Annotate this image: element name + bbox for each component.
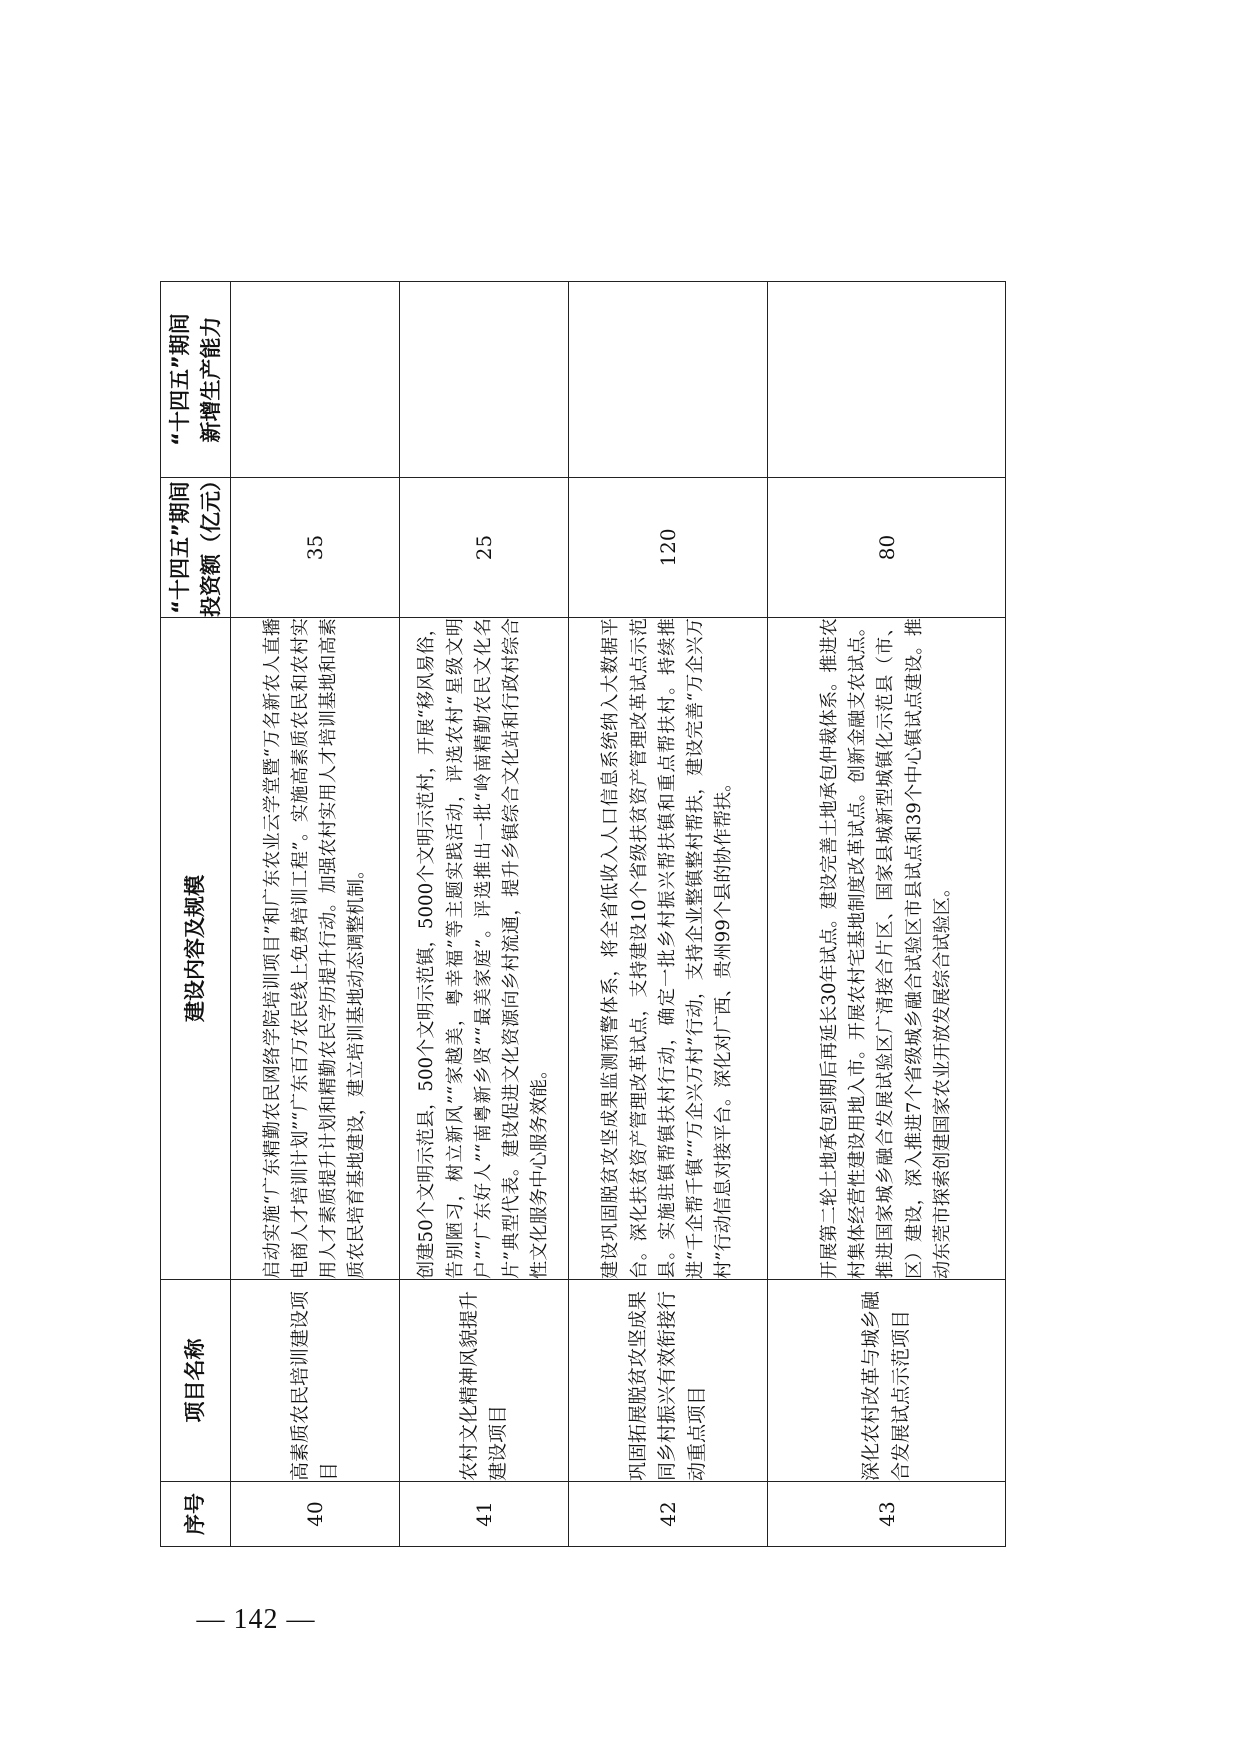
header-investment: [161, 470, 231, 618]
row-investment: 35: [231, 478, 400, 618]
row-name: 深化农村改革与城乡融合发展试点示范项目: [768, 1280, 1006, 1482]
table-row: [768, 282, 1006, 1547]
row-investment: 120: [569, 478, 768, 618]
page-number: — 142 —: [196, 1604, 316, 1635]
project-table-rotated: [160, 282, 1005, 1547]
row-seq: 42: [569, 1482, 768, 1547]
row-content: 启动实施“广东精勤农民网络学院培训项目”和广东农业云学堂暨“万名新农人直播电商人才培训计划”“广东百万农民线上免费培训工程”。实施高素质农民和农村实用人才素质提升计划和精勤农民学历提升行动。加强农村实用人才培训基地和高素质农民培育基地建设，建立培训基地动态调整机制。: [231, 618, 400, 1280]
row-investment: 25: [400, 478, 569, 618]
header-capacity-line1: “十四五”期间: [168, 313, 193, 446]
row-content: 创建50个文明示范县，500个文明示范镇，5000个文明示范村，开展“移风易俗，告别陋习，树立新风”“家越美，粤幸福”等主题实践活动，评选农村“星级文明户”“广东好人”“南粤新乡贤”“最美家庭”。评选推出一批“岭南精勤农民文化名片”典型代表。建设促进文化资源向乡村流通，提升乡镇综合文化站和行政村综合性文化服务中心服务效能。: [400, 618, 569, 1280]
row-investment: 80: [768, 478, 1006, 618]
header-investment-line2: 投资额（亿元）: [198, 470, 223, 617]
header-name: 项目名称: [161, 1280, 231, 1482]
header-capacity-line2: 新增生产能力: [198, 316, 223, 443]
header-investment-line1: “十四五”期间: [168, 481, 193, 614]
row-capacity: [400, 282, 569, 478]
table-row: [569, 282, 768, 1547]
header-seq: 序号: [161, 1482, 231, 1547]
row-seq: 41: [400, 1482, 569, 1547]
table-header-row: [161, 282, 231, 1547]
table-row: [400, 282, 569, 1547]
row-name: 高素质农民培训建设项目: [231, 1280, 400, 1482]
project-table: [160, 281, 1006, 1547]
row-capacity: [231, 282, 400, 478]
header-capacity: [161, 282, 231, 478]
row-name: 巩固拓展脱贫攻坚成果同乡村振兴有效衔接行动重点项目: [569, 1280, 768, 1482]
row-capacity: [768, 282, 1006, 478]
row-seq: 40: [231, 1482, 400, 1547]
row-seq: 43: [768, 1482, 1006, 1547]
row-content: 开展第二轮土地承包到期后再延长30年试点。建设完善土地承包仲裁体系。推进农村集体经营性建设用地入市。开展农村宅基地制度改革试点。创新金融支农试点。推进国家城乡融合发展试验区广清接合片区、国家县城新型城镇化示范县（市、区）建设，深入推进7个省级城乡融合试验区市县试点和39个中心镇试点建设。推动东莞市探索创建国家农业开放发展综合试验区。: [768, 618, 1006, 1280]
row-content: 建设巩固脱贫攻坚成果监测预警体系，将全省低收入人口信息系统纳入大数据平台。深化扶贫资产管理改革试点，支持建设10个省级扶贫资产管理改革试点示范县。实施驻镇帮镇扶村行动，确定一批乡村振兴帮扶镇和重点帮扶村。持续推进“千企帮千镇”“万企兴万村”行动，支持企业整镇整村帮扶，建设完善“万企兴万村”行动信息对接平台。深化对广西、贵州99个县的协作帮扶。: [569, 618, 768, 1280]
row-capacity: [569, 282, 768, 478]
row-name: 农村文化精神风貌提升建设项目: [400, 1280, 569, 1482]
header-content: 建设内容及规模: [161, 618, 231, 1280]
table-row: [231, 282, 400, 1547]
